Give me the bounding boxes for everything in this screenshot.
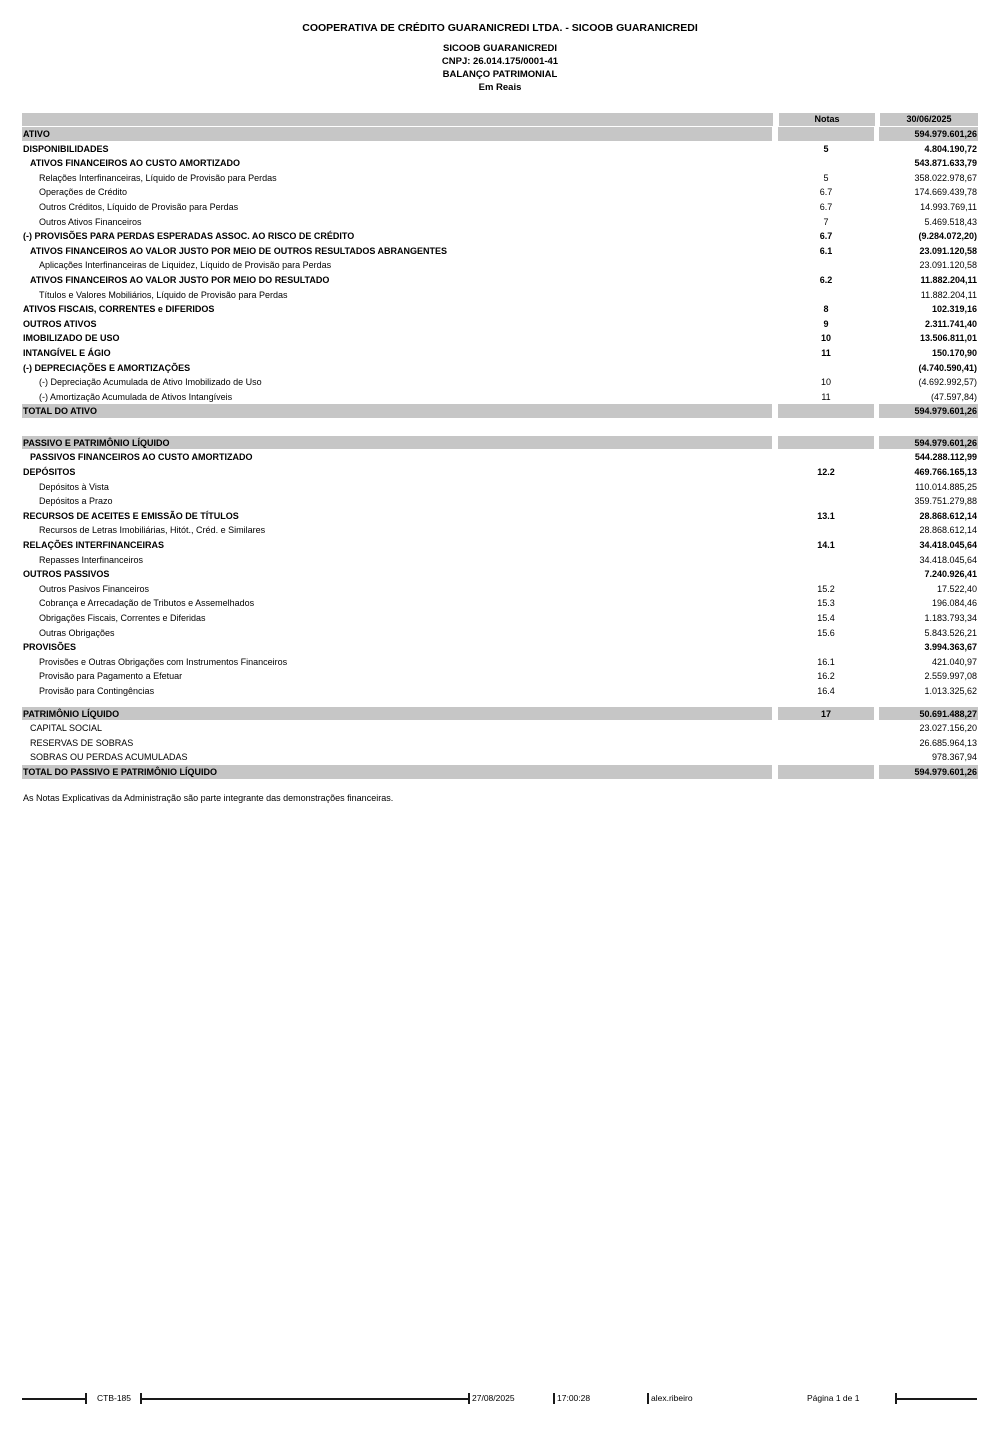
- row-label: DISPONIBILIDADES: [23, 143, 109, 154]
- row-label: PATRIMÔNIO LÍQUIDO: [22, 707, 772, 722]
- row-label: Títulos e Valores Mobiliários, Líquido de Provisão para Perdas: [39, 289, 288, 300]
- company-title: COOPERATIVA DE CRÉDITO GUARANICREDI LTDA. - SICOOB GUARANICREDI: [302, 22, 698, 34]
- row-value: 1.013.325,62: [924, 685, 977, 696]
- row-notes: [778, 736, 874, 751]
- row-label: ATIVO: [22, 127, 772, 142]
- row-value: 102.319,16: [931, 304, 977, 315]
- statusbar-tick: [468, 1393, 470, 1404]
- table-row: [22, 582, 978, 597]
- table-row: [22, 288, 978, 303]
- table-row: [22, 142, 978, 157]
- statusbar-line-middle: [142, 1398, 468, 1400]
- row-notes: 16.1: [817, 656, 835, 667]
- row-label: RELAÇÕES INTERFINANCEIRAS: [23, 540, 165, 551]
- table-body: [22, 127, 978, 780]
- row-value: 28.868.612,14: [919, 525, 977, 536]
- row-label: Aplicações Interfinanceiras de Liquidez, Líquido de Provisão para Perdas: [39, 260, 332, 271]
- row-label: Provisão para Pagamento a Efetuar: [39, 671, 183, 682]
- header-date-cell: 30/06/2025: [880, 113, 978, 127]
- row-value: 594.979.601,26: [879, 436, 978, 451]
- row-value: 13.506.811,01: [919, 333, 977, 344]
- table-row: [22, 450, 978, 465]
- row-notes: [778, 361, 874, 376]
- row-label: Recursos de Letras Imobiliárias, Hitót., Créd. e Similares: [39, 525, 266, 536]
- row-label: (-) PROVISÕES PARA PERDAS ESPERADAS ASSOC. AO RISCO DE CRÉDITO: [23, 231, 355, 242]
- row-value: 2.311.741,40: [924, 318, 977, 329]
- row-label: RECURSOS DE ACEITES E EMISSÃO DE TÍTULOS: [23, 510, 239, 521]
- table-row: [22, 538, 978, 553]
- row-value: 359.751.279,88: [914, 496, 977, 507]
- row-value: 23.091.120,58: [919, 245, 977, 256]
- row-label: (-) Depreciação Acumulada de Ativo Imobilizado de Uso: [39, 377, 262, 388]
- row-notes: [778, 553, 874, 568]
- row-notes: 14.1: [817, 540, 835, 551]
- row-label: Obrigações Fiscais, Correntes e Diferidas: [39, 613, 206, 623]
- row-notes: [778, 523, 874, 538]
- row-value: 421.040,97: [931, 656, 977, 667]
- row-value: 978.367,94: [931, 752, 977, 763]
- row-label: SOBRAS OU PERDAS ACUMULADAS: [30, 752, 188, 763]
- row-notes: [778, 480, 874, 495]
- table-row: [22, 480, 978, 495]
- row-label: PROVISÕES: [23, 642, 77, 653]
- row-value: 594.979.601,26: [879, 127, 978, 142]
- table-row: [22, 258, 978, 273]
- statusbar-tick: [85, 1393, 87, 1404]
- table-row: [22, 553, 978, 568]
- currency-note: Em Reais: [478, 82, 522, 93]
- row-value: 5.469.518,43: [924, 216, 977, 227]
- row-notes: 6.7: [819, 201, 833, 212]
- row-label: TOTAL DO PASSIVO E PATRIMÔNIO LÍQUIDO: [22, 765, 772, 780]
- row-value: 544.288.112,99: [914, 452, 977, 463]
- table-row: [22, 736, 978, 751]
- row-value: 358.022.978,67: [914, 172, 977, 183]
- row-notes: 16.2: [817, 671, 835, 682]
- table-row: [22, 765, 978, 780]
- row-label: (-) Amortização Acumulada de Ativos Intangíveis: [39, 391, 233, 402]
- statusbar-tick: [553, 1393, 555, 1404]
- row-label: Provisões e Outras Obrigações com Instrumentos Financeiros: [39, 656, 288, 667]
- row-label: ATIVOS FINANCEIROS AO VALOR JUSTO POR MEIO DO RESULTADO: [30, 274, 330, 285]
- table-row: [22, 640, 978, 655]
- header-label-cell: [22, 113, 773, 127]
- row-label: ATIVOS FINANCEIROS AO VALOR JUSTO POR MEIO DE OUTROS RESULTADOS ABRANGENTES: [30, 245, 448, 256]
- row-notes: 7: [823, 216, 829, 227]
- row-value: 110.014.885,25: [915, 481, 977, 492]
- row-label: OUTROS PASSIVOS: [23, 569, 110, 580]
- row-notes: 6.1: [819, 245, 833, 256]
- table-row: [22, 244, 978, 259]
- row-notes: [778, 450, 874, 465]
- header-notes-cell: Notas: [779, 113, 875, 127]
- table-row: [22, 494, 978, 509]
- row-value: 594.979.601,26: [879, 404, 978, 419]
- row-label: ATIVOS FISCAIS, CORRENTES e DIFERIDOS: [23, 304, 215, 315]
- status-bar: [0, 1390, 1000, 1408]
- row-value: 150.170,90: [931, 347, 977, 358]
- row-notes: 9: [823, 318, 829, 329]
- table-row: [22, 361, 978, 376]
- row-notes: 15.6: [817, 627, 835, 638]
- row-notes: [778, 640, 874, 655]
- table-row: [22, 750, 978, 765]
- report-code: CTB-185: [96, 1393, 131, 1403]
- statusbar-line-left: [22, 1398, 85, 1400]
- print-user: alex.ribeiro: [651, 1393, 693, 1403]
- row-notes: 8: [823, 304, 829, 315]
- table-row: [22, 317, 978, 332]
- row-value: 34.418.045,64: [919, 554, 977, 565]
- row-value: 14.993.769,11: [920, 201, 977, 212]
- row-notes: 16.4: [817, 685, 835, 696]
- row-notes: [778, 258, 874, 273]
- row-notes: [778, 721, 874, 736]
- row-notes: [778, 288, 874, 303]
- row-value: 50.691.488,27: [879, 707, 978, 722]
- row-notes: [778, 404, 874, 419]
- row-value: 594.979.601,26: [879, 765, 978, 780]
- row-value: 7.240.926,41: [924, 569, 977, 580]
- row-label: Operações de Crédito: [39, 187, 128, 198]
- table-row: [22, 655, 978, 670]
- page-indicator: Página 1 de 1: [807, 1393, 860, 1403]
- table-row: [22, 156, 978, 171]
- row-value: 2.559.997,08: [924, 671, 977, 682]
- table-row: [22, 215, 978, 230]
- row-label: Cobrança e Arrecadação de Tributos e Assemelhados: [39, 598, 255, 609]
- row-label: (-) DEPRECIAÇÕES E AMORTIZAÇÕES: [23, 362, 191, 373]
- row-label: INTANGÍVEL E ÁGIO: [23, 347, 111, 358]
- table-row: [22, 302, 978, 317]
- table-row: [22, 596, 978, 611]
- row-notes: 11: [821, 391, 831, 402]
- table-row: [22, 509, 978, 524]
- row-label: RESERVAS DE SOBRAS: [30, 737, 134, 748]
- table-row: [22, 375, 978, 390]
- row-notes: [778, 436, 874, 451]
- table-row: [22, 127, 978, 142]
- table-row: [22, 707, 978, 722]
- row-value: 11.882.204,11: [920, 274, 977, 285]
- row-value: 5.843.526,21: [924, 627, 977, 638]
- table-row: [22, 273, 978, 288]
- row-notes: 15.3: [817, 598, 835, 609]
- row-notes: 15.4: [817, 613, 835, 623]
- row-value: 4.804.190,72: [924, 143, 977, 154]
- row-label: Outros Créditos, Líquido de Provisão para Perdas: [39, 201, 239, 212]
- row-notes: [778, 765, 874, 780]
- org-name: SICOOB GUARANICREDI: [442, 43, 557, 54]
- table-row: [22, 171, 978, 186]
- table-row: [22, 229, 978, 244]
- row-value: (9.284.072,20): [918, 231, 977, 242]
- statusbar-line-right: [897, 1398, 977, 1400]
- table-row: [22, 611, 978, 626]
- row-label: Outros Ativos Financeiros: [39, 216, 142, 227]
- row-label: ATIVOS FINANCEIROS AO CUSTO AMORTIZADO: [30, 158, 241, 169]
- row-label: Depósitos a Prazo: [39, 496, 113, 507]
- row-notes: 5: [823, 172, 829, 183]
- table-row: [22, 185, 978, 200]
- row-value: 17.522,40: [936, 583, 977, 594]
- row-label: OUTROS ATIVOS: [23, 318, 97, 329]
- table-header-row: [22, 113, 978, 127]
- row-notes: 10: [820, 377, 831, 388]
- table-row: [22, 567, 978, 582]
- row-label: Depósitos à Vista: [39, 481, 109, 492]
- row-label: Outras Obrigações: [39, 627, 115, 638]
- table-row: [22, 404, 978, 419]
- table-row: [22, 465, 978, 480]
- row-notes: [778, 567, 874, 582]
- row-value: 26.685.964,13: [919, 737, 977, 748]
- row-notes: 17: [778, 707, 874, 722]
- row-notes: 15.2: [817, 583, 835, 594]
- row-value: 3.994.363,67: [924, 642, 977, 653]
- row-value: (4.692.992,57): [918, 377, 977, 388]
- row-notes: [778, 494, 874, 509]
- row-value: 196.084,46: [931, 598, 977, 609]
- table-row: [22, 200, 978, 215]
- row-label: Outros Pasivos Financeiros: [39, 583, 150, 594]
- table-row: [22, 346, 978, 361]
- row-notes: 12.2: [817, 467, 835, 478]
- print-date: 27/08/2025: [472, 1393, 515, 1403]
- row-value: 28.868.612,14: [919, 510, 977, 521]
- row-value: 23.027.156,20: [919, 723, 977, 734]
- statusbar-tick: [647, 1393, 649, 1404]
- row-notes: [778, 156, 874, 171]
- row-label: DEPÓSITOS: [23, 467, 76, 478]
- table-row: [22, 523, 978, 538]
- row-notes: 6.7: [819, 187, 833, 198]
- row-notes: 6.2: [819, 274, 833, 285]
- print-time: 17:00:28: [557, 1393, 591, 1403]
- footnote: As Notas Explicativas da Administração são parte integrante das demonstrações financeiras.: [23, 793, 394, 803]
- row-notes: 5: [823, 143, 829, 154]
- row-value: 34.418.045,64: [919, 540, 977, 551]
- row-value: 543.871.633,79: [914, 158, 977, 169]
- row-notes: [778, 127, 874, 142]
- table-row: [22, 669, 978, 684]
- row-label: Provisão para Contingências: [39, 685, 155, 696]
- row-value: 11.882.204,11: [920, 289, 977, 300]
- row-value: 174.669.439,78: [914, 187, 977, 198]
- cnpj: CNPJ: 26.014.175/0001-41: [441, 56, 559, 67]
- table-row: [22, 626, 978, 641]
- row-value: 469.766.165,13: [914, 467, 977, 478]
- row-label: PASSIVOS FINANCEIROS AO CUSTO AMORTIZADO: [30, 452, 253, 463]
- row-label: Repasses Interfinanceiros: [39, 554, 144, 565]
- report-name: BALANÇO PATRIMONIAL: [442, 69, 558, 80]
- row-notes: 6.7: [819, 231, 833, 242]
- table-row: [22, 390, 978, 405]
- row-label: Relações Interfinanceiras, Líquido de Provisão para Perdas: [39, 172, 277, 183]
- document-header: [0, 22, 1000, 94]
- row-value: (4.740.590,41): [918, 362, 977, 373]
- row-value: 1.183.793,34: [924, 613, 977, 623]
- row-label: TOTAL DO ATIVO: [22, 404, 772, 419]
- row-label: IMOBILIZADO DE USO: [23, 333, 120, 344]
- row-value: 23.091.120,58: [919, 260, 977, 271]
- row-label: PASSIVO E PATRIMÔNIO LÍQUIDO: [22, 436, 772, 451]
- row-label: CAPITAL SOCIAL: [30, 723, 103, 734]
- table-row: [22, 436, 978, 451]
- balance-sheet-table: [22, 113, 978, 780]
- row-value: (47.597,84): [930, 391, 977, 402]
- table-row: [22, 684, 978, 699]
- table-row: [22, 331, 978, 346]
- row-notes: 11: [821, 347, 831, 358]
- row-notes: [778, 750, 874, 765]
- row-notes: 10: [820, 333, 831, 344]
- row-notes: 13.1: [817, 510, 835, 521]
- table-row: [22, 721, 978, 736]
